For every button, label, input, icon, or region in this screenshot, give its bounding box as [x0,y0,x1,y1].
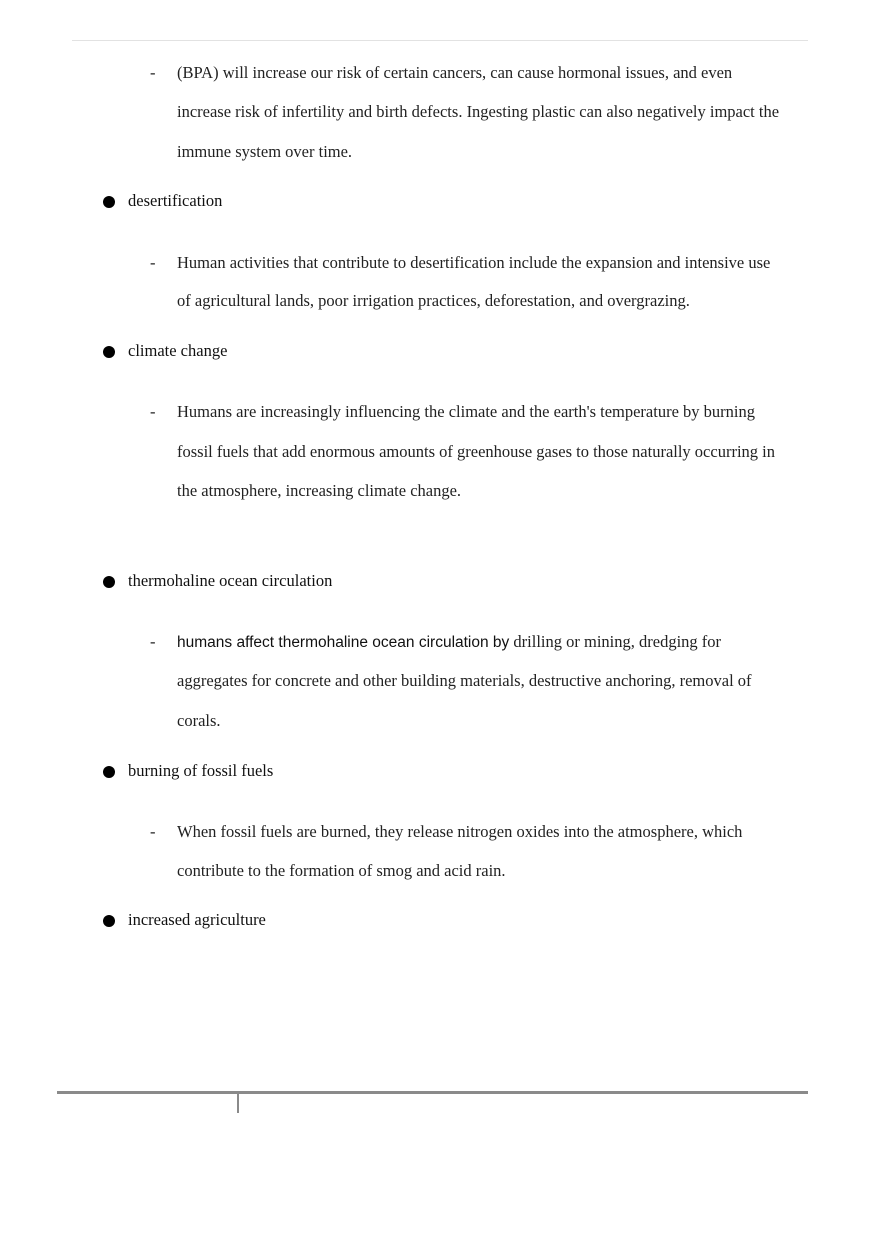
thermohaline-text-line-1 [177,632,721,653]
bullet-dot [103,196,115,208]
sub-bullet-dash: - [150,63,156,82]
sub-bullet-dash: - [150,632,156,651]
thermohaline-line-1-rest: drilling or mining, dredging for [509,632,722,651]
bullet-dot [103,346,115,358]
heading-increased-agriculture: increased agriculture [128,910,266,929]
footer-divider-tick [237,1094,239,1113]
bullet-dot [103,576,115,588]
heading-thermohaline: thermohaline ocean circulation [128,571,333,590]
bpa-text-line-2: increase risk of infertility and birth defects. Ingesting plastic can also negatively impact the [177,102,780,121]
climate-text-line-2: fossil fuels that add enormous amounts of greenhouse gases to those naturally occurring in [177,442,775,461]
sub-bullet-dash: - [150,402,156,421]
header-rule [72,40,808,41]
heading-climate-change: climate change [128,341,228,360]
footer-rule [57,1091,808,1094]
fossil-text-line-2: contribute to the formation of smog and acid rain. [177,861,506,880]
thermohaline-prefix: humans affect thermohaline ocean circulation by [177,634,510,651]
thermohaline-text-line-3: corals. [177,711,221,730]
sub-bullet-dash: - [150,253,156,272]
heading-desertification: desertification [128,191,223,210]
sub-bullet-dash: - [150,822,156,841]
heading-burning-fossil-fuels: burning of fossil fuels [128,761,274,780]
bullet-dot [103,766,115,778]
bpa-text-line-1: (BPA) will increase our risk of certain cancers, can cause hormonal issues, and even [177,63,733,82]
desertification-text-line-2: of agricultural lands, poor irrigation practices, deforestation, and overgrazing. [177,291,690,310]
bpa-text-line-3: immune system over time. [177,142,353,161]
bullet-dot [103,915,115,927]
fossil-text-line-1: When fossil fuels are burned, they release nitrogen oxides into the atmosphere, which [177,822,743,841]
climate-text-line-3: the atmosphere, increasing climate change. [177,481,462,500]
desertification-text-line-1: Human activities that contribute to desertification include the expansion and intensive use [177,253,771,272]
climate-text-line-1: Humans are increasingly influencing the climate and the earth's temperature by burning [177,402,755,421]
thermohaline-text-line-2: aggregates for concrete and other building materials, destructive anchoring, removal of [177,671,752,690]
